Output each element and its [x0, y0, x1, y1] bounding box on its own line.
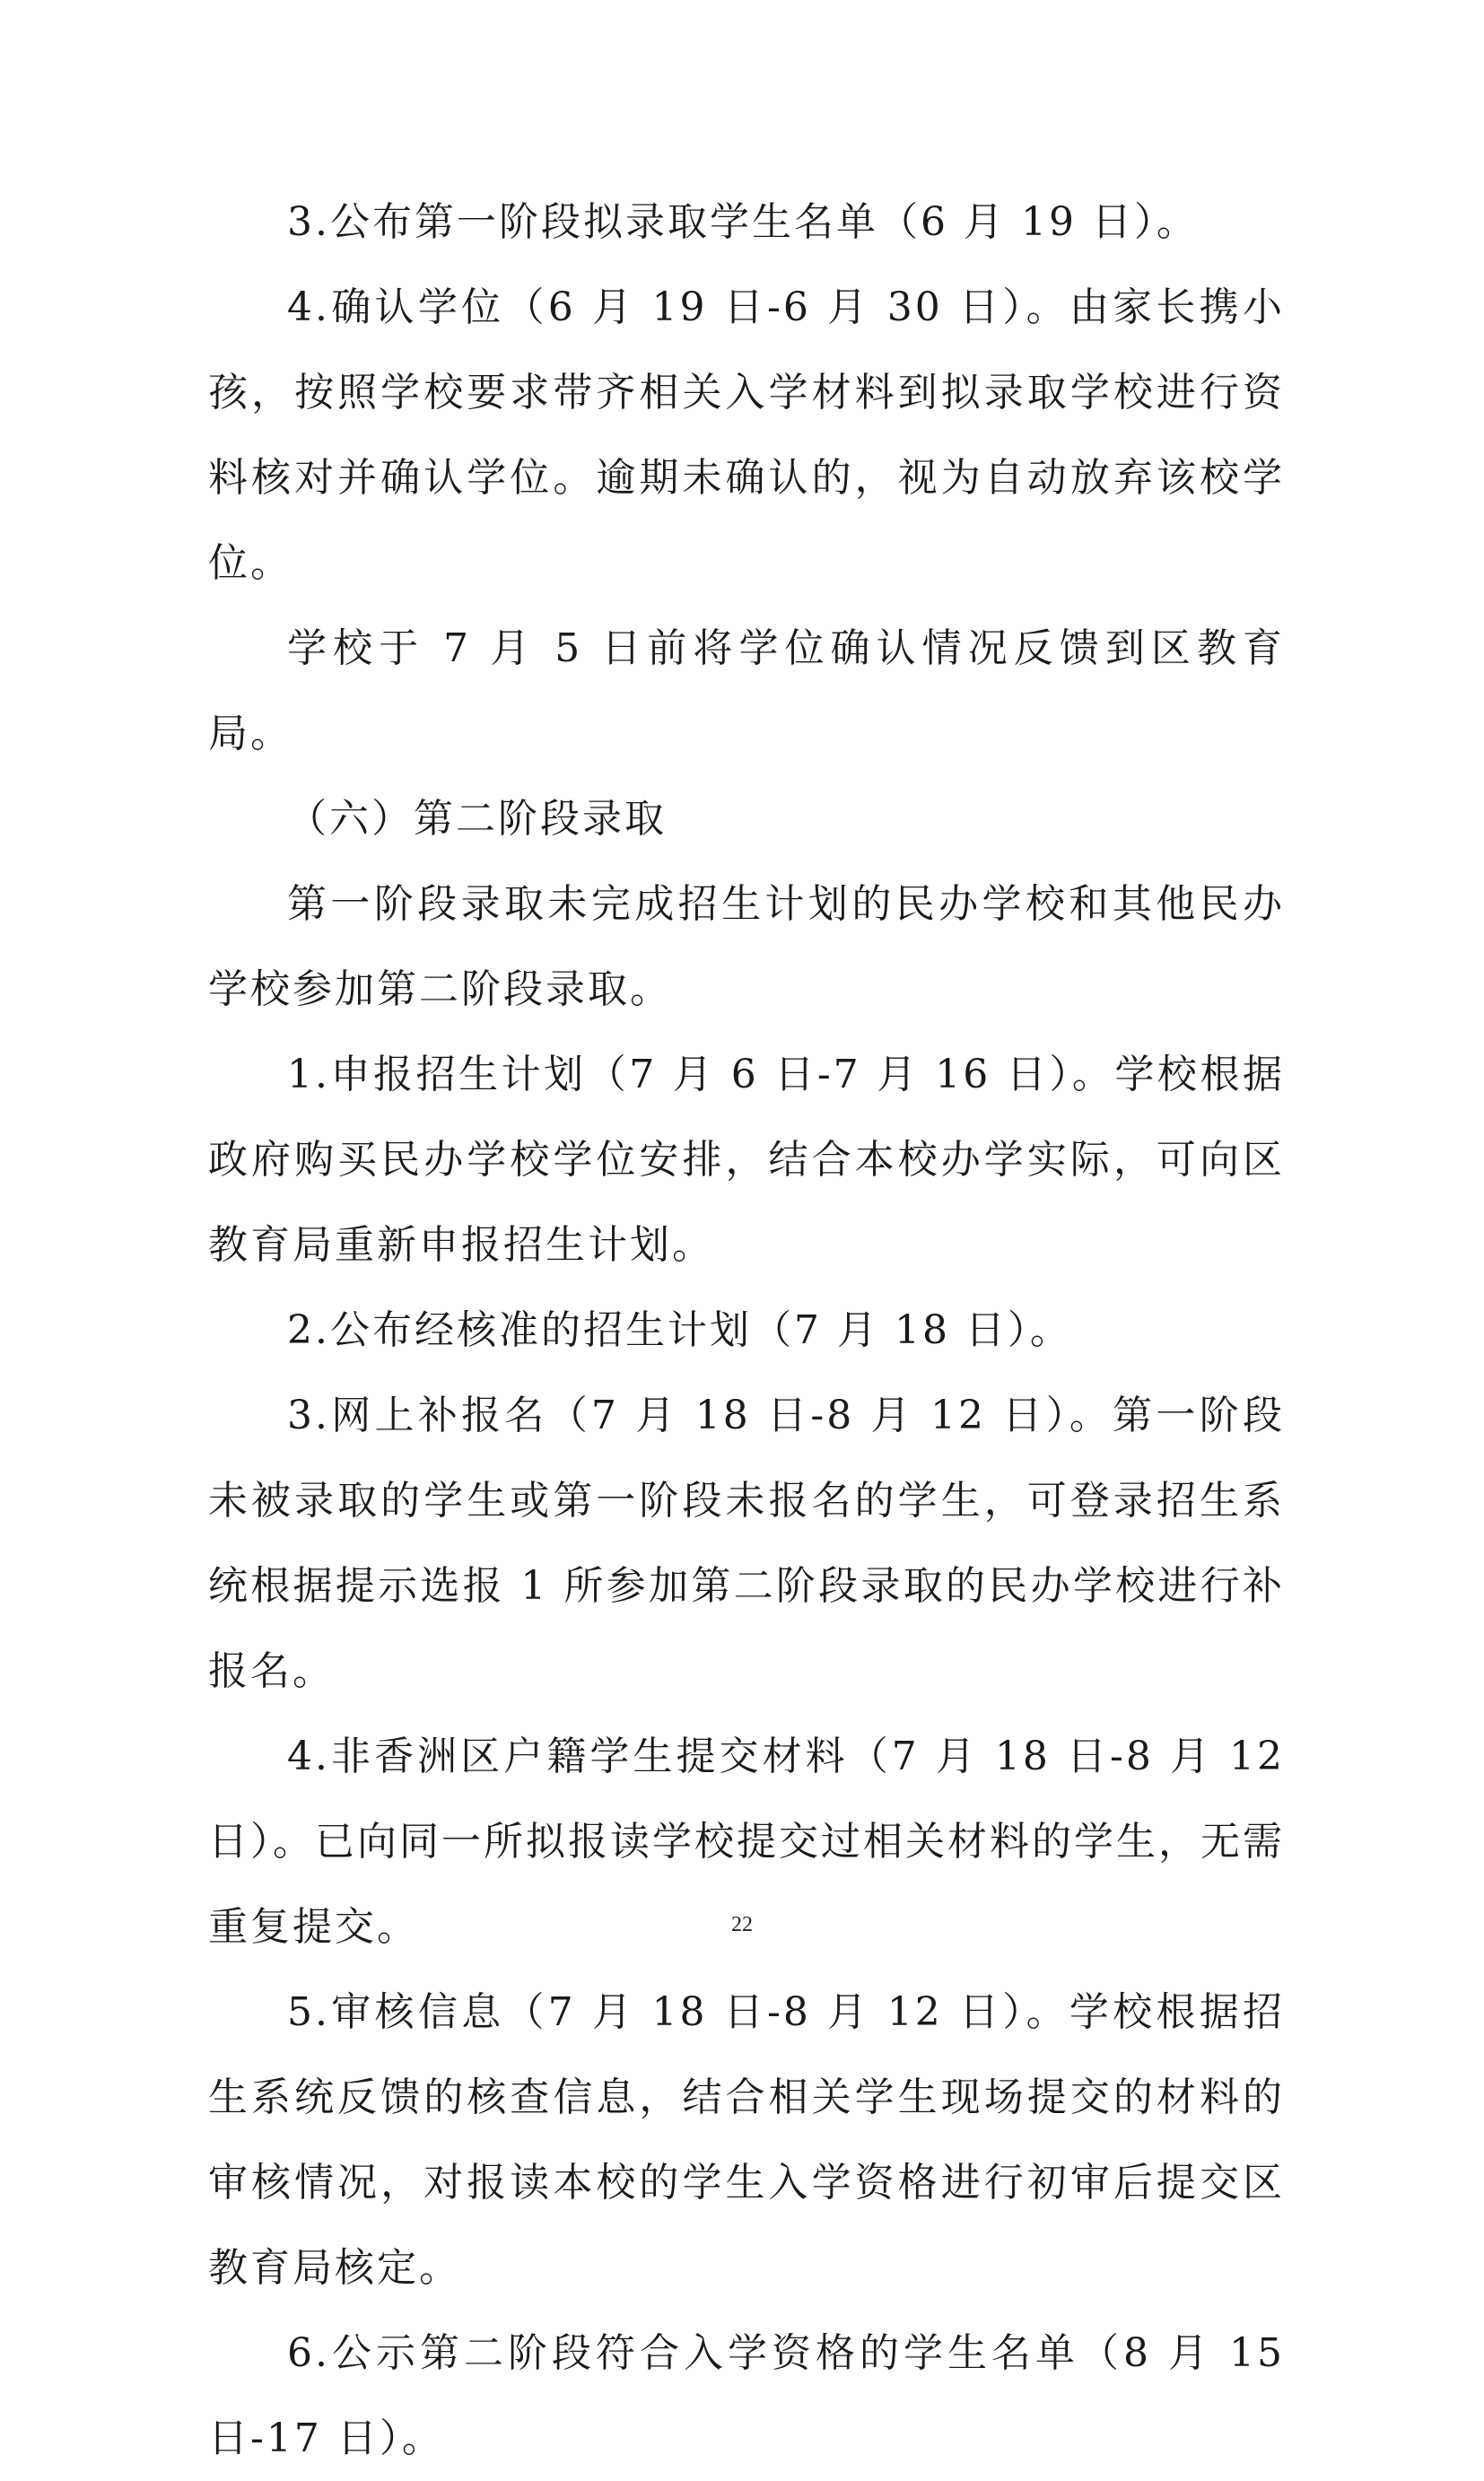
- paragraph-item-4-confirm-seat: 4.确认学位（6 月 19 日-6 月 30 日）。由家长携小孩，按照学校要求带齐相关入学材料到拟录取学校进行资料核对并确认学位。逾期未确认的，视为自动放弃该校学位。: [208, 284, 1285, 586]
- paragraph-item-3-publish-list: 3.公布第一阶段拟录取学生名单（6 月 19 日）。: [287, 199, 1199, 245]
- paragraph-stage-two-intro: 第一阶段录取未完成招生计划的民办学校和其他民办学校参加第二阶段录取。: [208, 881, 1285, 1012]
- section-heading-stage-two: （六）第二阶段录取: [287, 796, 667, 842]
- paragraph-item-4-submit-materials: 4.非香洲区户籍学生提交材料（7 月 18 日-8 月 12 日）。已向同一所拟报读学校提交过相关材料的学生，无需重复提交。: [208, 1734, 1285, 1950]
- page-number: 22: [731, 1913, 753, 1936]
- paragraph-item-6-publicize-list: 6.公示第二阶段符合入学资格的学生名单（8 月 15 日-17 日）。: [208, 2330, 1285, 2461]
- document-body: [208, 179, 1285, 2481]
- paragraph-item-2-publish-plan: 2.公布经核准的招生计划（7 月 18 日）。: [287, 1307, 1072, 1353]
- paragraph-item-3-online-registration: 3.网上补报名（7 月 18 日-8 月 12 日）。第一阶段未被录取的学生或第一阶段未报名的学生，可登录招生系统根据提示选报 1 所参加第二阶段录取的民办学校进行补报名。: [208, 1393, 1285, 1694]
- paragraph-school-feedback: 学校于 7 月 5 日前将学位确认情况反馈到区教育局。: [208, 625, 1285, 756]
- paragraph-item-1-enrollment-plan: 1.申报招生计划（7 月 6 日-7 月 16 日）。学校根据政府购买民办学校学位安排，结合本校办学实际，可向区教育局重新申报招生计划。: [208, 1052, 1285, 1268]
- paragraph-item-5-review-info: 5.审核信息（7 月 18 日-8 月 12 日）。学校根据招生系统反馈的核查信息，结合相关学生现场提交的材料的审核情况，对报读本校的学生入学资格进行初审后提交区教育局核定。: [208, 1989, 1285, 2291]
